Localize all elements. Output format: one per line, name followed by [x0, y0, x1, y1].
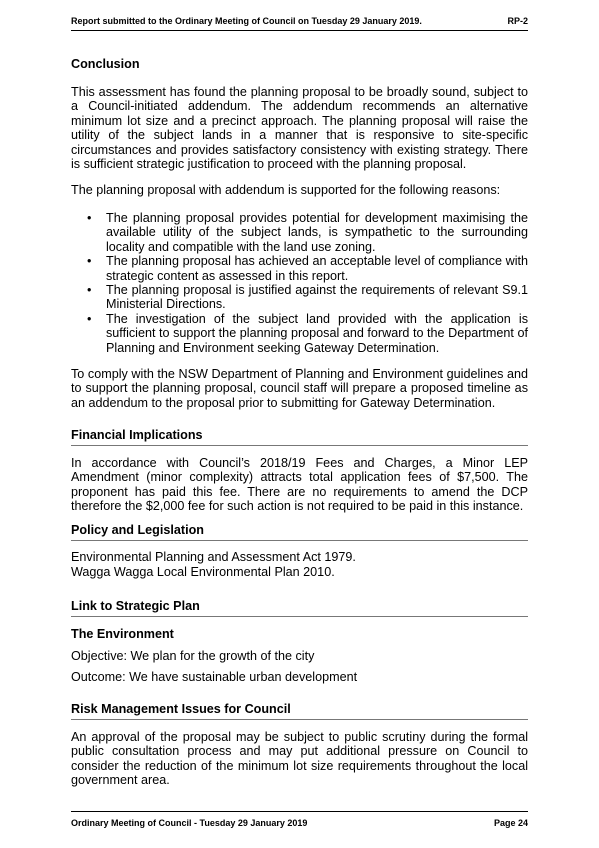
policy-legislation-heading: Policy and Legislation: [71, 523, 528, 541]
risk-management-heading: Risk Management Issues for Council: [71, 702, 528, 720]
financial-implications-paragraph: In accordance with Council’s 2018/19 Fees and Charges, a Minor LEP Amendment (minor complexity) attracts total application fees of $7,500. The proponent has paid this fee. There are no requirements to amend the DCP therefore the $2,000 fee for such action is not required to be paid in this instance.: [71, 456, 528, 514]
conclusion-paragraph-1: This assessment has found the planning proposal to be broadly sound, subject to a Council-initiated addendum. The addendum recommends an alternative minimum lot size and a precinct approach. The planning proposal will raise the utility of the subject lands in a manner that is responsive to site-specific circumstances and provides satisfactory consistency with existing strategy. There is sufficient strategic justification to proceed with the planning proposal.: [71, 85, 528, 172]
reason-item: • The investigation of the subject land provided with the application is sufficient to support the planning proposal and forward to the Department of Planning and Environment seeking Gateway Determination.: [71, 312, 528, 355]
page-header: [71, 12, 528, 31]
strategic-plan-heading: Link to Strategic Plan: [71, 599, 528, 617]
page-number: Page 24: [493, 818, 528, 828]
header-reference: RP-2: [507, 16, 528, 26]
conclusion-heading: Conclusion: [71, 57, 140, 71]
conclusion-paragraph-2: The planning proposal with addendum is supported for the following reasons:: [71, 183, 501, 197]
strategic-outcome: Outcome: We have sustainable urban development: [71, 670, 358, 684]
reason-item: • The planning proposal has achieved an acceptable level of compliance with strategic content as assessed in this report.: [71, 254, 528, 283]
policy-line: Environmental Planning and Assessment Act 1979.: [71, 550, 356, 564]
financial-implications-heading: Financial Implications: [71, 428, 528, 446]
strategic-subheading: The Environment: [71, 627, 174, 641]
strategic-objective: Objective: We plan for the growth of the city: [71, 649, 315, 663]
risk-management-paragraph: An approval of the proposal may be subject to public scrutiny during the formal public consultation process and may put additional pressure on Council to consider the reduction of the minimum lot size requirements throughout the local government area.: [71, 730, 528, 788]
conclusion-paragraph-3: To comply with the NSW Department of Planning and Environment guidelines and to support the planning proposal, council staff will prepare a proposed timeline as an addendum to the proposal prior to submitting for Gateway Determination.: [71, 367, 528, 410]
footer-meeting: Ordinary Meeting of Council - Tuesday 29 January 2019: [71, 818, 308, 828]
policy-line: Wagga Wagga Local Environmental Plan 2010.: [71, 565, 335, 579]
page-footer: [71, 811, 528, 832]
header-title: Report submitted to the Ordinary Meeting of Council on Tuesday 29 January 2019.: [71, 16, 422, 26]
reason-item: • The planning proposal is justified against the requirements of relevant S9.1 Ministerial Directions.: [71, 283, 528, 312]
reasons-list: [71, 211, 528, 355]
reason-item: • The planning proposal provides potential for development maximising the available utility of the subject lands, is sympathetic to the surrounding locality and compatible with the land use zoning.: [71, 211, 528, 254]
